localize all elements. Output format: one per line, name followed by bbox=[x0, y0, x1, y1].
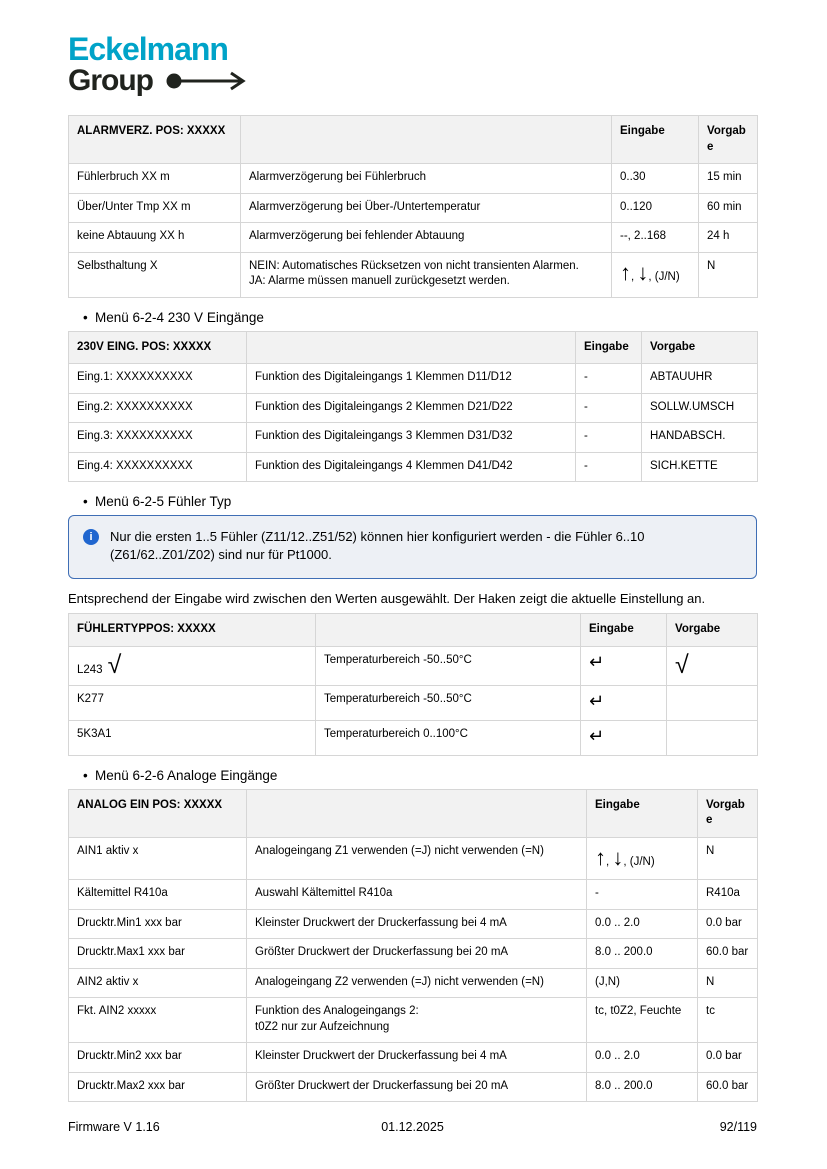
column-header: Eingabe bbox=[587, 789, 698, 837]
param-cell: Drucktr.Max2 xxx bar bbox=[69, 1072, 247, 1102]
table-row bbox=[69, 939, 758, 969]
footer-firmware-version: Firmware V 1.16 bbox=[68, 1120, 160, 1134]
eingabe-cell: - bbox=[576, 364, 642, 394]
down-arrow-icon: ↓ bbox=[637, 259, 649, 285]
desc-cell: Auswahl Kältemittel R410a bbox=[247, 880, 587, 910]
table-title-cell: 230V EING. POS: XXXXX bbox=[69, 331, 247, 364]
param-cell: Über/Unter Tmp XX m bbox=[69, 193, 241, 223]
table-row bbox=[69, 880, 758, 910]
table-row bbox=[69, 721, 758, 756]
enter-key-icon: ↵ bbox=[589, 691, 605, 712]
vorgabe-cell: 0.0 bar bbox=[698, 1043, 758, 1073]
table-row bbox=[69, 223, 758, 253]
eingabe-cell bbox=[587, 837, 698, 880]
vorgabe-cell: tc bbox=[698, 998, 758, 1043]
eingabe-cell: 0.0 .. 2.0 bbox=[587, 909, 698, 939]
param-cell: Eing.3: XXXXXXXXXX bbox=[69, 423, 247, 453]
page-footer bbox=[68, 1120, 757, 1134]
eing230v-table-container bbox=[68, 331, 757, 483]
eingabe-cell: 8.0 .. 200.0 bbox=[587, 1072, 698, 1102]
table-header-row bbox=[69, 116, 758, 164]
eing230v-table bbox=[68, 331, 758, 483]
desc-cell: Temperaturbereich 0..100°C bbox=[316, 721, 581, 756]
table-row bbox=[69, 193, 758, 223]
param-cell: 5K3A1 bbox=[69, 721, 316, 756]
param-cell: Drucktr.Min2 xxx bar bbox=[69, 1043, 247, 1073]
vorgabe-cell bbox=[667, 686, 758, 721]
eingabe-cell bbox=[581, 646, 667, 686]
alarmverz-table bbox=[68, 115, 758, 298]
menu-item-label: Menü 6-2-6 Analoge Eingänge bbox=[95, 767, 278, 783]
column-header: Eingabe bbox=[612, 116, 699, 164]
desc-cell: Funktion des Digitaleingangs 3 Klemmen D31/D32 bbox=[247, 423, 576, 453]
table-row bbox=[69, 364, 758, 394]
vorgabe-cell: R410a bbox=[698, 880, 758, 910]
eingabe-cell: - bbox=[587, 880, 698, 910]
column-header bbox=[241, 116, 612, 164]
eingabe-cell: 0..120 bbox=[612, 193, 699, 223]
param-cell: Eing.2: XXXXXXXXXX bbox=[69, 393, 247, 423]
check-mark-icon: √ bbox=[675, 650, 689, 679]
table-title-cell: FÜHLERTYPPOS: XXXXX bbox=[69, 614, 316, 647]
vorgabe-cell: 60.0 bar bbox=[698, 1072, 758, 1102]
info-icon bbox=[83, 529, 99, 545]
desc-cell: Größter Druckwert der Druckerfassung bei 20 mA bbox=[247, 1072, 587, 1102]
desc-cell: Analogeingang Z1 verwenden (=J) nicht verwenden (=N) bbox=[247, 837, 587, 880]
logo-second-line bbox=[68, 66, 757, 96]
vorgabe-cell: N bbox=[699, 252, 758, 297]
eingabe-cell bbox=[581, 721, 667, 756]
analog-table bbox=[68, 789, 758, 1103]
desc-cell: Temperaturbereich -50..50°C bbox=[316, 686, 581, 721]
param-cell bbox=[69, 646, 316, 686]
column-header: Vorgabe bbox=[667, 614, 758, 647]
eingabe-cell: - bbox=[576, 452, 642, 482]
eingabe-cell: tc, t0Z2, Feuchte bbox=[587, 998, 698, 1043]
eingabe-cell: (J,N) bbox=[587, 968, 698, 998]
table-header-row bbox=[69, 331, 758, 364]
vorgabe-cell: HANDABSCH. bbox=[642, 423, 758, 453]
check-mark-icon: √ bbox=[107, 650, 122, 679]
vorgabe-cell: 0.0 bar bbox=[698, 909, 758, 939]
eingabe-cell: - bbox=[576, 393, 642, 423]
up-arrow-icon: ↑ bbox=[595, 844, 606, 870]
param-cell: Fühlerbruch XX m bbox=[69, 164, 241, 194]
table-row bbox=[69, 393, 758, 423]
menu-item-6-2-6 bbox=[68, 768, 757, 783]
vorgabe-cell: 60 min bbox=[699, 193, 758, 223]
table-header-row bbox=[69, 789, 758, 837]
table-row bbox=[69, 686, 758, 721]
logo-arrow-icon bbox=[165, 71, 251, 91]
table-row bbox=[69, 252, 758, 297]
enter-key-icon: ↵ bbox=[589, 726, 605, 746]
info-note-text: Nur die ersten 1..5 Fühler (Z11/12..Z51/52) können hier konfiguriert werden - die Fühler 6..10 (Z61/62..Z01/Z02) sind nur für Pt1000. bbox=[110, 529, 645, 563]
page-content bbox=[68, 0, 757, 1102]
desc-cell: Funktion des Digitaleingangs 1 Klemmen D11/D12 bbox=[247, 364, 576, 394]
vorgabe-cell bbox=[667, 721, 758, 756]
table-row bbox=[69, 968, 758, 998]
eckelmann-logo bbox=[68, 33, 757, 96]
table-header-row bbox=[69, 614, 758, 647]
vorgabe-cell: 15 min bbox=[699, 164, 758, 194]
logo-wordmark-group: Group bbox=[68, 64, 153, 97]
updown-options-label: , (J/N) bbox=[623, 855, 655, 868]
table-title-cell: ALARMVERZ. POS: XXXXX bbox=[69, 116, 241, 164]
table-row bbox=[69, 909, 758, 939]
menu-item-6-2-5 bbox=[68, 494, 757, 509]
column-header: Vorgabe bbox=[642, 331, 758, 364]
analog-table-container bbox=[68, 789, 757, 1103]
vorgabe-cell: N bbox=[698, 968, 758, 998]
param-cell: keine Abtauung XX h bbox=[69, 223, 241, 253]
eingabe-cell bbox=[581, 686, 667, 721]
info-note bbox=[68, 515, 757, 578]
param-cell: Drucktr.Max1 xxx bar bbox=[69, 939, 247, 969]
desc-cell: Temperaturbereich -50..50°C bbox=[316, 646, 581, 686]
column-header: Eingabe bbox=[576, 331, 642, 364]
eingabe-cell bbox=[612, 252, 699, 297]
column-header bbox=[247, 331, 576, 364]
desc-cell: Analogeingang Z2 verwenden (=J) nicht verwenden (=N) bbox=[247, 968, 587, 998]
param-cell: AIN1 aktiv x bbox=[69, 837, 247, 880]
column-header: Eingabe bbox=[581, 614, 667, 647]
enter-key-icon: ↵ bbox=[589, 651, 605, 672]
vorgabe-cell: SOLLW.UMSCH bbox=[642, 393, 758, 423]
column-header: Vorgabe bbox=[699, 116, 758, 164]
desc-cell: Funktion des Analogeingangs 2: t0Z2 nur zur Aufzeichnung bbox=[247, 998, 587, 1043]
down-arrow-icon: ↓ bbox=[612, 844, 624, 870]
param-cell: Drucktr.Min1 xxx bar bbox=[69, 909, 247, 939]
fuehlertyp-table-container bbox=[68, 613, 757, 755]
column-header bbox=[247, 789, 587, 837]
param-cell: Eing.1: XXXXXXXXXX bbox=[69, 364, 247, 394]
table-row bbox=[69, 1043, 758, 1073]
table-title-cell: ANALOG EIN POS: XXXXX bbox=[69, 789, 247, 837]
column-header bbox=[316, 614, 581, 647]
param-cell: Eing.4: XXXXXXXXXX bbox=[69, 452, 247, 482]
param-cell: AIN2 aktiv x bbox=[69, 968, 247, 998]
param-cell: Selbsthaltung X bbox=[69, 252, 241, 297]
table-row bbox=[69, 423, 758, 453]
param-cell: Fkt. AIN2 xxxxx bbox=[69, 998, 247, 1043]
fuehlertyp-table bbox=[68, 613, 758, 755]
table-row bbox=[69, 998, 758, 1043]
eingabe-cell: - bbox=[576, 423, 642, 453]
vorgabe-cell: SICH.KETTE bbox=[642, 452, 758, 482]
desc-cell: Größter Druckwert der Druckerfassung bei 20 mA bbox=[247, 939, 587, 969]
vorgabe-cell bbox=[667, 646, 758, 686]
desc-cell: Alarmverzögerung bei fehlender Abtauung bbox=[241, 223, 612, 253]
vorgabe-cell: 24 h bbox=[699, 223, 758, 253]
table-row bbox=[69, 452, 758, 482]
desc-cell: Funktion des Digitaleingangs 2 Klemmen D21/D22 bbox=[247, 393, 576, 423]
comma-separator: , bbox=[631, 270, 638, 283]
desc-cell: Kleinster Druckwert der Druckerfassung bei 4 mA bbox=[247, 1043, 587, 1073]
eingabe-cell: 8.0 .. 200.0 bbox=[587, 939, 698, 969]
eingabe-cell: 0..30 bbox=[612, 164, 699, 194]
desc-cell: NEIN: Automatisches Rücksetzen von nicht transienten Alarmen. JA: Alarme müssen manuell zurückgesetzt werden. bbox=[241, 252, 612, 297]
body-paragraph: Entsprechend der Eingabe wird zwischen den Werten ausgewählt. Der Haken zeigt die aktuelle Einstellung an. bbox=[68, 590, 706, 606]
column-header: Vorgabe bbox=[698, 789, 758, 837]
table-row bbox=[69, 646, 758, 686]
desc-cell: Funktion des Digitaleingangs 4 Klemmen D41/D42 bbox=[247, 452, 576, 482]
param-cell: K277 bbox=[69, 686, 316, 721]
alarmverz-table-container bbox=[68, 115, 757, 298]
table-row bbox=[69, 1072, 758, 1102]
vorgabe-cell: 60.0 bar bbox=[698, 939, 758, 969]
table-row bbox=[69, 164, 758, 194]
logo-wordmark-eckelmann: Eckelmann bbox=[68, 31, 228, 67]
comma-separator: , bbox=[606, 855, 613, 868]
desc-cell: Alarmverzögerung bei Über-/Untertemperatur bbox=[241, 193, 612, 223]
menu-item-label: Menü 6-2-4 230 V Eingänge bbox=[95, 309, 264, 325]
desc-cell: Alarmverzögerung bei Fühlerbruch bbox=[241, 164, 612, 194]
menu-item-label: Menü 6-2-5 Fühler Typ bbox=[95, 494, 232, 510]
menu-item-6-2-4 bbox=[68, 310, 757, 325]
desc-cell: Kleinster Druckwert der Druckerfassung bei 4 mA bbox=[247, 909, 587, 939]
param-cell: Kältemittel R410a bbox=[69, 880, 247, 910]
updown-options-label: , (J/N) bbox=[648, 270, 680, 283]
vorgabe-cell: ABTAUUHR bbox=[642, 364, 758, 394]
cell-text: L243 bbox=[77, 663, 103, 676]
table-row bbox=[69, 837, 758, 880]
eingabe-cell: --, 2..168 bbox=[612, 223, 699, 253]
vorgabe-cell: N bbox=[698, 837, 758, 880]
eingabe-cell: 0.0 .. 2.0 bbox=[587, 1043, 698, 1073]
footer-page-number: 92/119 bbox=[719, 1120, 758, 1134]
footer-date: 01.12.2025 bbox=[381, 1120, 444, 1134]
up-arrow-icon: ↑ bbox=[620, 259, 631, 285]
